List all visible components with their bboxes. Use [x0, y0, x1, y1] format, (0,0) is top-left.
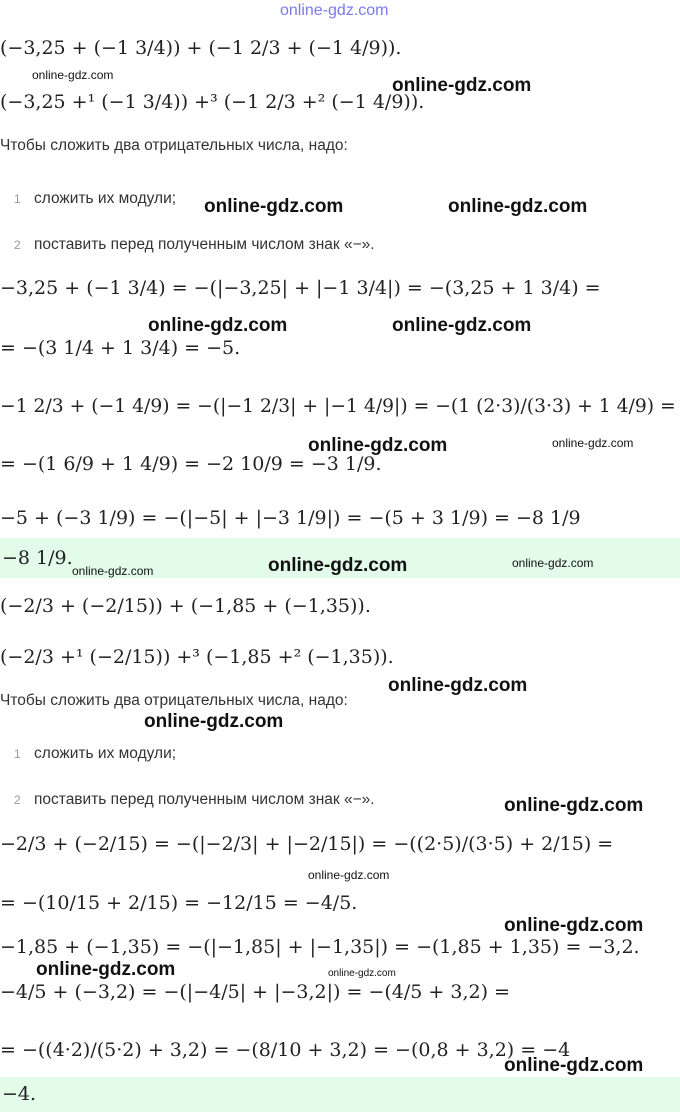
- task2-answer: −4.: [2, 1083, 37, 1105]
- task2-answer-box: [0, 1077, 680, 1112]
- step-number: 1: [14, 192, 21, 206]
- watermark: online-gdz.com: [268, 555, 408, 576]
- step-text: поставить перед полученным числом знак «−».: [34, 236, 375, 253]
- watermark: online-gdz.com: [512, 556, 594, 570]
- task2-rule-intro: Чтобы сложить два отрицательных числа, надо:: [0, 692, 348, 709]
- task1-expression: (−3,25 + (−1 3/4)) + (−1 2/3 + (−1 4/9)).: [0, 37, 402, 59]
- task2-calc-line-3: −1,85 + (−1,35) = −(|−1,85| + |−1,35|) = −(1,85 + 1,35) = −3,2.: [0, 936, 640, 958]
- watermark: online-gdz.com: [448, 196, 588, 217]
- watermark: online-gdz.com: [388, 675, 528, 696]
- task1-calc-line-5: −5 + (−3 1/9) = −(|−5| + |−3 1/9|) = −(5 + 3 1/9) = −8 1/9: [0, 507, 581, 529]
- watermark: online-gdz.com: [144, 711, 284, 732]
- watermark: online-gdz.com: [328, 968, 396, 979]
- task1-step-2: [14, 236, 375, 254]
- watermark: online-gdz.com: [392, 75, 532, 96]
- task1-calc-line-1: −3,25 + (−1 3/4) = −(|−3,25| + |−1 3/4|) = −(3,25 + 1 3/4) =: [0, 277, 601, 299]
- task1-rule-intro: Чтобы сложить два отрицательных числа, надо:: [0, 137, 348, 154]
- task2-expression: (−2/3 + (−2/15)) + (−1,85 + (−1,35)).: [0, 595, 371, 617]
- task1-order-expression: (−3,25 +¹ (−1 3/4)) +³ (−1 2/3 +² (−1 4/9)).: [0, 91, 425, 113]
- task2-step-2: [14, 791, 375, 809]
- watermark: online-gdz.com: [308, 435, 448, 456]
- task1-answer: −8 1/9.: [2, 547, 73, 569]
- watermark: online-gdz.com: [204, 196, 344, 217]
- watermark: online-gdz.com: [392, 315, 532, 336]
- watermark: online-gdz.com: [552, 436, 634, 450]
- watermark: online-gdz.com: [32, 68, 114, 82]
- task2-step-1: [14, 745, 176, 763]
- task1-step-1: [14, 190, 176, 208]
- step-number: 2: [14, 793, 21, 807]
- step-text: сложить их модули;: [34, 190, 177, 207]
- watermark: online-gdz.com: [504, 915, 644, 936]
- step-text: поставить перед полученным числом знак «−».: [34, 791, 375, 808]
- watermark: online-gdz.com: [504, 1055, 644, 1076]
- step-number: 1: [14, 747, 21, 761]
- watermark: online-gdz.com: [148, 315, 288, 336]
- task2-calc-line-2: = −(10/15 + 2/15) = −12/15 = −4/5.: [0, 892, 358, 914]
- task2-order-expression: (−2/3 +¹ (−2/15)) +³ (−1,85 +² (−1,35)).: [0, 646, 394, 668]
- watermark: online-gdz.com: [36, 959, 176, 980]
- task1-calc-line-2: = −(3 1/4 + 1 3/4) = −5.: [0, 337, 241, 359]
- task1-calc-line-4: = −(1 6/9 + 1 4/9) = −2 10/9 = −3 1/9.: [0, 453, 382, 475]
- watermark: online-gdz.com: [280, 2, 389, 19]
- step-text: сложить их модули;: [34, 745, 177, 762]
- step-number: 2: [14, 238, 21, 252]
- watermark: online-gdz.com: [308, 868, 390, 882]
- task2-calc-line-4: −4/5 + (−3,2) = −(|−4/5| + |−3,2|) = −(4/5 + 3,2) =: [0, 981, 510, 1003]
- task2-calc-line-1: −2/3 + (−2/15) = −(|−2/3| + |−2/15|) = −((2·5)/(3·5) + 2/15) =: [0, 833, 614, 855]
- watermark: online-gdz.com: [72, 564, 154, 578]
- task2-calc-line-5: = −((4·2)/(5·2) + 3,2) = −(8/10 + 3,2) = −(0,8 + 3,2) = −4: [0, 1039, 571, 1061]
- watermark: online-gdz.com: [504, 795, 644, 816]
- task1-calc-line-3: −1 2/3 + (−1 4/9) = −(|−1 2/3| + |−1 4/9|) = −(1 (2·3)/(3·3) + 1 4/9) =: [0, 395, 676, 417]
